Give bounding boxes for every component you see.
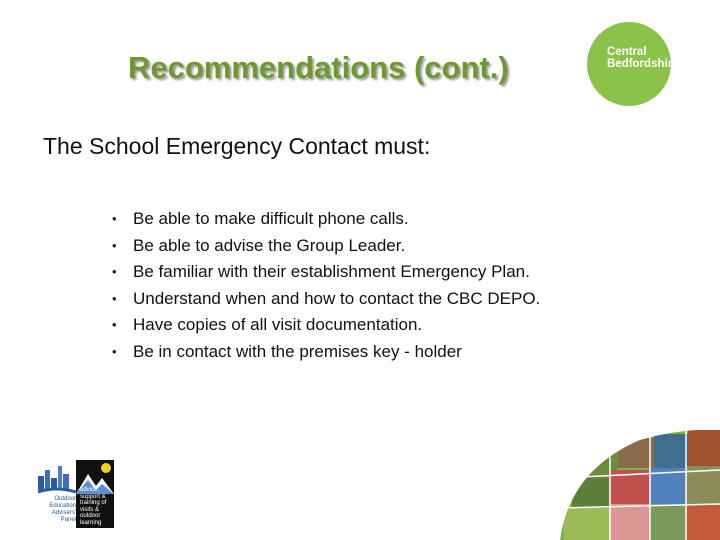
bullet-item [112,206,540,233]
bullet-dot-icon: • [112,317,117,332]
bullet-dot-icon: • [112,237,117,253]
bullet-text: Be in contact with the premises key - holder [133,341,462,361]
logo-line-2: Bedfordshire [607,58,679,70]
bullet-dot-icon: • [112,290,117,306]
slide-title: Recommendations (cont.) [128,50,509,85]
bullet-list [112,206,540,365]
logo-line-1: Central [607,46,647,58]
bullet-text: Understand when and how to contact the CBC DEPO. [133,288,541,308]
bullet-text: Be familiar with their establishment Emergency Plan. [133,262,530,281]
bullet-item [112,312,540,339]
bullet-text: Be able to make difficult phone calls. [133,209,409,228]
lead-text: The School Emergency Contact must: [43,133,431,159]
oeap-right-text: advice, support & training of visits & outdoor learning [80,487,107,526]
bullet-text: Have copies of all visit documentation. [133,315,423,334]
bullet-dot-icon: • [112,211,117,226]
photo-collage-image [560,430,720,540]
logo-text [607,46,687,70]
bullet-item [112,233,540,260]
bullet-dot-icon: • [112,264,117,279]
oeap-left-text: Outdoor Education Advisers' Panel [49,496,76,523]
bullet-dot-icon: • [112,343,117,359]
bullet-item [112,259,540,286]
bullet-item [112,286,540,313]
bullet-text: Be able to advise the Group Leader. [133,235,406,255]
bullet-item [112,339,540,366]
